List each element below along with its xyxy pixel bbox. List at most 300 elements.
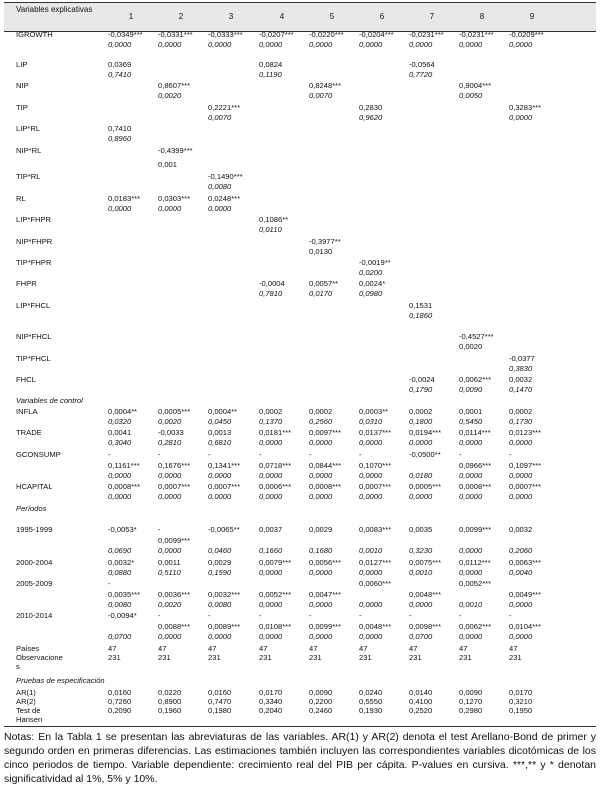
coef-cell: 0,0049*** [509, 590, 542, 599]
pvalue-cell: 0,0020 [459, 342, 483, 351]
pvalue-cell: 0,0010 [409, 568, 433, 577]
stat-cell: 0,1270 [459, 697, 483, 706]
coef-cell: 0,0075*** [409, 558, 442, 567]
coef-cell: 0,1070*** [359, 461, 392, 470]
pvalue-cell: 0,0880 [108, 568, 132, 577]
row-label: 2010-2014 [16, 611, 53, 620]
pvalue-cell: 0,0000 [259, 40, 283, 49]
coef-cell: 0,0127*** [359, 558, 392, 567]
pvalue-cell: 0,0000 [259, 600, 283, 609]
row-label: NIP*RL [16, 146, 42, 155]
pvalue-cell: 0,0700 [108, 632, 132, 641]
pvalue-cell: 0,0110 [259, 225, 282, 234]
column-header-2: 2 [178, 12, 184, 21]
coef-cell: 0,0104*** [509, 622, 542, 631]
stat-cell: 0,1980 [208, 706, 232, 715]
coef-cell: 0,0041 [108, 428, 132, 437]
pvalue-cell: 0,1370 [259, 417, 283, 426]
coef-cell: -0,1490*** [208, 172, 243, 181]
stat-cell: 231 [359, 653, 372, 662]
row-label: Países [16, 644, 40, 653]
pvalue-cell: 0,2810 [158, 438, 182, 447]
row-label: AR(2) [16, 697, 36, 706]
pvalue-cell: 0,2060 [509, 546, 533, 555]
coef-cell: 0,0005*** [409, 482, 442, 491]
pvalue-cell: 0,0080 [208, 182, 232, 191]
section-label: Períodos [16, 504, 47, 513]
pvalue-cell: 0,0000 [459, 632, 483, 641]
coef-cell: 0,0183*** [108, 194, 141, 203]
coef-cell: 0,0052*** [259, 590, 292, 599]
coef-cell: 0,0123*** [509, 428, 542, 437]
stat-cell: 0,0160 [208, 688, 232, 697]
stat-cell: 0,0170 [259, 688, 283, 697]
coef-cell: 0,0718*** [259, 461, 292, 470]
pvalue-cell: 0,0000 [158, 546, 182, 555]
coef-cell: 0,1097*** [509, 461, 542, 470]
pvalue-cell: 0,1790 [409, 385, 433, 394]
stat-cell: 0,0140 [409, 688, 433, 697]
stat-cell: 231 [459, 653, 472, 662]
stat-cell: 47 [309, 644, 318, 653]
stat-cell: 0,3340 [259, 697, 283, 706]
pvalue-cell: 0,1800 [409, 417, 433, 426]
coef-cell: 0,0137*** [359, 428, 392, 437]
stat-cell: 0,0220 [158, 688, 182, 697]
coef-cell: - [359, 450, 362, 459]
row-label: 2000-2004 [16, 558, 53, 567]
coef-cell: 0,1161*** [108, 461, 140, 470]
row-label: NIP [16, 81, 29, 90]
pvalue-cell: 0,1660 [259, 546, 283, 555]
pvalue-cell: 0,0040 [509, 568, 533, 577]
pvalue-cell: 0,0000 [459, 492, 483, 501]
coef-cell: - [409, 611, 412, 620]
row-label: FHCL [16, 375, 36, 384]
pvalue-cell: 0,0000 [409, 438, 433, 447]
coef-cell: -0,0004 [259, 279, 285, 288]
coef-cell: -0,4527*** [459, 332, 494, 341]
pvalue-cell: 0,0090 [459, 385, 483, 394]
row-label: RL [16, 194, 26, 203]
coef-cell: 0,0099*** [158, 536, 191, 545]
pvalue-cell: 0,0000 [108, 204, 132, 213]
header-label: Variables explicativas [16, 5, 93, 14]
column-header-7: 7 [429, 12, 435, 21]
coef-cell: 0,0004** [208, 407, 238, 416]
coef-cell: 0,0303*** [158, 194, 191, 203]
coef-cell: 0,0005*** [158, 407, 191, 416]
column-header-5: 5 [329, 12, 335, 21]
coef-cell: 0,1341*** [208, 461, 241, 470]
coef-cell: 0,0008*** [309, 482, 342, 491]
coef-cell: 0,0007*** [359, 482, 392, 491]
coef-cell: 0,1086** [259, 215, 289, 224]
coef-cell: 0,0002 [409, 407, 433, 416]
stat-cell: 0,0160 [108, 688, 132, 697]
coef-cell: 0,0844*** [309, 461, 342, 470]
pvalue-cell: 0,0020 [158, 417, 182, 426]
stat-cell: 0,2520 [409, 706, 433, 715]
coef-cell: -0,0019** [359, 258, 391, 267]
column-header-4: 4 [279, 12, 285, 21]
pvalue-cell: 0,0000 [309, 568, 333, 577]
stat-cell: 47 [259, 644, 268, 653]
pvalue-cell: 0,0000 [158, 471, 182, 480]
coef-cell: 0,0002 [509, 407, 533, 416]
stat-cell: 231 [259, 653, 272, 662]
coef-cell: 0,0060*** [359, 579, 392, 588]
coef-cell: 0,0062*** [459, 375, 492, 384]
coef-cell: 0,0089*** [208, 622, 241, 631]
coef-cell: 0,0003** [359, 407, 389, 416]
pvalue-cell: 0,0000 [259, 471, 283, 480]
stat-cell: 0,8900 [158, 697, 182, 706]
row-label: IGROWTH [16, 30, 53, 39]
pvalue-cell: 0,0080 [208, 600, 232, 609]
coef-cell: 0,0029 [309, 525, 333, 534]
coef-cell: 0,0011 [158, 558, 181, 567]
coef-cell: - [309, 611, 312, 620]
coef-cell: 0,1676*** [158, 461, 191, 470]
pvalue-cell: 0,0010 [359, 546, 383, 555]
pvalue-cell: 0,0000 [208, 204, 232, 213]
row-label: TIP [16, 103, 28, 112]
coef-cell: 0,0008*** [459, 482, 492, 491]
section-label: Variables de control [16, 396, 83, 405]
pvalue-cell: 0,0000 [259, 632, 283, 641]
pvalue-cell: 0,7720 [409, 70, 433, 79]
row-label: LIP*FHCL [16, 301, 51, 310]
pvalue-cell: 0,5110 [158, 568, 181, 577]
pvalue-cell: 0,0000 [509, 113, 533, 122]
coef-cell: -0,0377 [509, 354, 535, 363]
pvalue-cell: 0,0000 [459, 546, 483, 555]
coef-cell: 0,0099*** [459, 525, 492, 534]
pvalue-cell: 0,0450 [208, 417, 232, 426]
coef-cell: 0,0098*** [409, 622, 442, 631]
coef-cell: 0,0048*** [359, 622, 392, 631]
table-bottom-rule [4, 726, 596, 727]
table-header [4, 2, 596, 32]
pvalue-cell: 0,0000 [158, 40, 182, 49]
row-label: TRADE [16, 428, 42, 437]
pvalue-cell: 0,0000 [259, 492, 283, 501]
coef-cell: -0,0209*** [509, 30, 544, 39]
coef-cell: 0,0369 [108, 60, 132, 69]
pvalue-cell: 0,0000 [108, 40, 132, 49]
pvalue-cell: 0,0020 [158, 600, 182, 609]
coef-cell: 0,0063*** [509, 558, 542, 567]
pvalue-cell: 0,0000 [309, 600, 333, 609]
coef-cell: 0,0248*** [208, 194, 241, 203]
table-notes: Notas: En la Tabla 1 se presentan las abreviaturas de las variables. AR(1) y AR(2) denota el test Arellano-Bond de primer y segundo orden en primeras diferencias. Las estimaciones también incluyen las correspondientes variables dicotómicas de los cinco periodos de tiempo. Variable dependiente: crecimiento real del PIB per cápita. P-values en cursiva. ***,** y * denotan significatividad al 1%, 5% y 10%. [4, 731, 596, 785]
coef-cell: -0,0207*** [259, 30, 294, 39]
stat-cell: 231 [158, 653, 171, 662]
stat-cell: 231 [208, 653, 221, 662]
pvalue-cell: 0,0000 [309, 40, 333, 49]
coef-cell: 0,0032* [108, 558, 135, 567]
coef-cell: - [158, 525, 161, 534]
pvalue-cell: 0,0000 [509, 492, 533, 501]
column-header-6: 6 [379, 12, 385, 21]
pvalue-cell: 0,1470 [509, 385, 533, 394]
coef-cell: -0,0094* [108, 611, 137, 620]
coef-cell: 0,0037 [259, 525, 283, 534]
coef-cell: 0,0002 [309, 407, 333, 416]
pvalue-cell: 0,0000 [409, 40, 433, 49]
coef-cell: - [158, 450, 161, 459]
stat-cell: 231 [309, 653, 322, 662]
stat-cell: 0,0170 [509, 688, 533, 697]
stat-cell: 47 [359, 644, 368, 653]
pvalue-cell: 0,0000 [409, 492, 433, 501]
stat-cell: 231 [409, 653, 422, 662]
coef-cell: - [158, 611, 161, 620]
coef-cell: 0,0035*** [108, 590, 141, 599]
stat-cell: 47 [158, 644, 167, 653]
pvalue-cell: 0,0700 [409, 632, 433, 641]
stat-cell: 0,2090 [108, 706, 132, 715]
pvalue-cell: 0,3830 [509, 364, 533, 373]
row-label: TIP*FHPR [16, 258, 52, 267]
pvalue-cell: 0,0130 [309, 247, 333, 256]
coef-cell: 0,0194*** [409, 428, 442, 437]
row-label: s [16, 662, 20, 671]
pvalue-cell: 0,0000 [208, 40, 232, 49]
pvalue-cell: 0,0020 [158, 91, 182, 100]
row-label: AR(1) [16, 688, 36, 697]
pvalue-cell: 0,0200 [359, 268, 383, 277]
coef-cell: 0,0108*** [259, 622, 292, 631]
coef-cell: 0,3283*** [509, 103, 542, 112]
pvalue-cell: 0,9620 [359, 113, 383, 122]
coef-cell: 0,0056*** [309, 558, 342, 567]
pvalue-cell: 0,0050 [459, 91, 483, 100]
pvalue-cell: 0,0000 [359, 438, 383, 447]
stat-cell: 0,1930 [359, 706, 383, 715]
coef-cell: 0,8607*** [158, 81, 191, 90]
coef-cell: 0,0008*** [108, 482, 141, 491]
coef-cell: 0,0007*** [158, 482, 191, 491]
stat-cell: 0,2040 [259, 706, 283, 715]
coef-cell: -0,0349*** [108, 30, 143, 39]
coef-cell: - [259, 611, 262, 620]
stat-cell: 0,2460 [309, 706, 333, 715]
stat-cell: 47 [459, 644, 468, 653]
stat-cell: 0,0240 [359, 688, 383, 697]
column-header-3: 3 [228, 12, 234, 21]
coef-cell: 0,0181*** [259, 428, 292, 437]
coef-cell: - [108, 579, 111, 588]
stat-cell: 231 [509, 653, 522, 662]
column-header-8: 8 [479, 12, 485, 21]
coef-cell: -0,0231*** [409, 30, 444, 39]
coef-cell: -0,0500** [409, 450, 441, 459]
pvalue-cell: 0,0000 [459, 438, 483, 447]
pvalue-cell: 0,0080 [108, 600, 132, 609]
section-label: Pruebas de especificación [16, 676, 105, 685]
pvalue-cell: 0,0000 [208, 492, 232, 501]
pvalue-cell: 0,0000 [509, 471, 533, 480]
row-label: GCONSUMP [16, 450, 61, 459]
row-label: Hansen [16, 715, 43, 724]
pvalue-cell: 0,0000 [459, 40, 483, 49]
coef-cell: 0,9004*** [459, 81, 492, 90]
pvalue-cell: 0,0000 [108, 471, 132, 480]
coef-cell: 0,2221*** [208, 103, 241, 112]
coef-cell: 0,0032 [509, 525, 533, 534]
pvalue-cell: 0,0000 [359, 600, 383, 609]
row-label: FHPR [16, 279, 37, 288]
row-label: LIP [16, 60, 28, 69]
row-label: Observacione [16, 653, 63, 662]
pvalue-cell: 0,0460 [208, 546, 232, 555]
row-label: HCAPITAL [16, 482, 53, 491]
pvalue-cell: 0,3040 [108, 438, 132, 447]
row-label: Test de [16, 706, 41, 715]
pvalue-cell: 0,0000 [259, 438, 283, 447]
pvalue-cell: 0,1730 [509, 417, 533, 426]
pvalue-cell: 0,0000 [309, 492, 333, 501]
pvalue-cell: 0,0000 [309, 632, 333, 641]
coef-cell: - [509, 611, 512, 620]
coef-cell: 0,0083*** [359, 525, 392, 534]
pvalue-cell: 0,0320 [108, 417, 132, 426]
coef-cell: -0,0024 [409, 375, 435, 384]
coef-cell: 0,0002 [259, 407, 283, 416]
stat-cell: 0,0090 [309, 688, 333, 697]
stat-cell: 0,1950 [509, 706, 533, 715]
coef-cell: 0,0052*** [459, 579, 492, 588]
coef-cell: 0,7410 [108, 124, 132, 133]
stat-cell: 0,4100 [409, 697, 433, 706]
pvalue-cell: 0,6810 [208, 438, 232, 447]
pvalue-cell: 0,0000 [359, 40, 383, 49]
coef-cell: 0,0966*** [459, 461, 492, 470]
coef-cell: 0,0024* [359, 279, 386, 288]
pvalue-cell: 0,0000 [359, 632, 383, 641]
coef-cell: -0,0231*** [459, 30, 494, 39]
coef-cell: - [509, 450, 512, 459]
pvalue-cell: 0,8960 [108, 134, 132, 143]
coef-cell: -0,0333*** [208, 30, 243, 39]
coef-cell: 0,0048*** [409, 590, 442, 599]
coef-cell: 0,0006*** [259, 482, 292, 491]
row-label: 2005-2009 [16, 579, 53, 588]
stat-cell: 0,3210 [509, 697, 533, 706]
pvalue-cell: 0,0000 [509, 600, 533, 609]
column-header-9: 9 [529, 12, 535, 21]
pvalue-cell: 0,3230 [409, 546, 433, 555]
coef-cell: -0,0220*** [309, 30, 344, 39]
pvalue-cell: 0,0000 [309, 438, 333, 447]
coef-cell: 0,0114*** [459, 428, 491, 437]
stat-cell: 47 [208, 644, 217, 653]
coef-cell: -0,0204*** [359, 30, 394, 39]
coef-cell: - [459, 450, 462, 459]
stat-cell: 47 [509, 644, 518, 653]
row-label: NIP*FHCL [16, 332, 52, 341]
stat-cell: 0,5550 [359, 697, 383, 706]
pvalue-cell: 0,1190 [259, 70, 282, 79]
coef-cell: -0,0053* [108, 525, 137, 534]
stat-cell: 47 [409, 644, 418, 653]
coef-cell: -0,0033 [158, 428, 184, 437]
coef-cell: - [108, 450, 111, 459]
coef-cell: 0,8248*** [309, 81, 342, 90]
coef-cell: 0,0007*** [208, 482, 241, 491]
coef-cell: 0,0047*** [309, 590, 342, 599]
coef-cell: 0,0099*** [309, 622, 342, 631]
row-label: LIP*RL [16, 124, 41, 133]
pvalue-cell: 0,001 [158, 160, 178, 169]
pvalue-cell: 0,0000 [359, 471, 383, 480]
pvalue-cell: 0,0000 [108, 492, 132, 501]
row-label: TIP*RL [16, 172, 41, 181]
pvalue-cell: 0,0000 [309, 471, 333, 480]
coef-cell: - [208, 450, 211, 459]
coef-cell: 0,0062*** [459, 622, 492, 631]
pvalue-cell: 0,1680 [309, 546, 333, 555]
coef-cell: 0,0032 [509, 375, 533, 384]
coef-cell: 0,0004** [108, 407, 138, 416]
pvalue-cell: 0,1860 [409, 311, 433, 320]
stat-cell: 0,2200 [309, 697, 333, 706]
coef-cell: -0,0331*** [158, 30, 193, 39]
coef-cell: -0,3977** [309, 237, 341, 246]
stat-cell: 0,2980 [459, 706, 483, 715]
row-label: LIP*FHPR [16, 215, 52, 224]
coef-cell: 0,0036*** [158, 590, 191, 599]
coef-cell: 0,0057** [309, 279, 339, 288]
coef-cell: 0,0001 [459, 407, 483, 416]
pvalue-cell: 0,1590 [208, 568, 232, 577]
pvalue-cell: 0,0010 [459, 600, 483, 609]
pvalue-cell: 0,0070 [208, 113, 232, 122]
pvalue-cell: 0,0000 [208, 471, 232, 480]
pvalue-cell: 0,0070 [309, 91, 333, 100]
column-header-1: 1 [128, 12, 134, 21]
coef-cell: 0,0035 [409, 525, 433, 534]
pvalue-cell: 0,0000 [259, 568, 283, 577]
stat-cell: 0,7260 [108, 697, 132, 706]
pvalue-cell: 0,0000 [509, 632, 533, 641]
stat-cell: 0,1960 [158, 706, 182, 715]
row-label: NIP*FHPR [16, 237, 53, 246]
stat-cell: 47 [108, 644, 117, 653]
pvalue-cell: 0,0000 [359, 568, 383, 577]
coef-cell: - [259, 450, 262, 459]
pvalue-cell: 0,2560 [309, 417, 333, 426]
coef-cell: - [359, 611, 362, 620]
pvalue-cell: 0,0000 [158, 632, 182, 641]
coef-cell: 0,0824 [259, 60, 283, 69]
pvalue-cell: 0,0690 [108, 546, 132, 555]
coef-cell: 0,0112*** [459, 558, 491, 567]
pvalue-cell: 0,0000 [509, 40, 533, 49]
pvalue-cell: 0,0000 [158, 204, 182, 213]
coef-cell: -0,0564 [409, 60, 435, 69]
coef-cell: 0,0088*** [158, 622, 191, 631]
row-label: 1995-1999 [16, 525, 53, 534]
pvalue-cell: 0,0000 [409, 600, 433, 609]
stat-cell: 0,0090 [459, 688, 483, 697]
pvalue-cell: 0,0000 [509, 438, 533, 447]
coef-cell: -0,4399*** [158, 146, 193, 155]
pvalue-cell: 0,0310 [359, 417, 383, 426]
pvalue-cell: 0,0180 [409, 471, 433, 480]
